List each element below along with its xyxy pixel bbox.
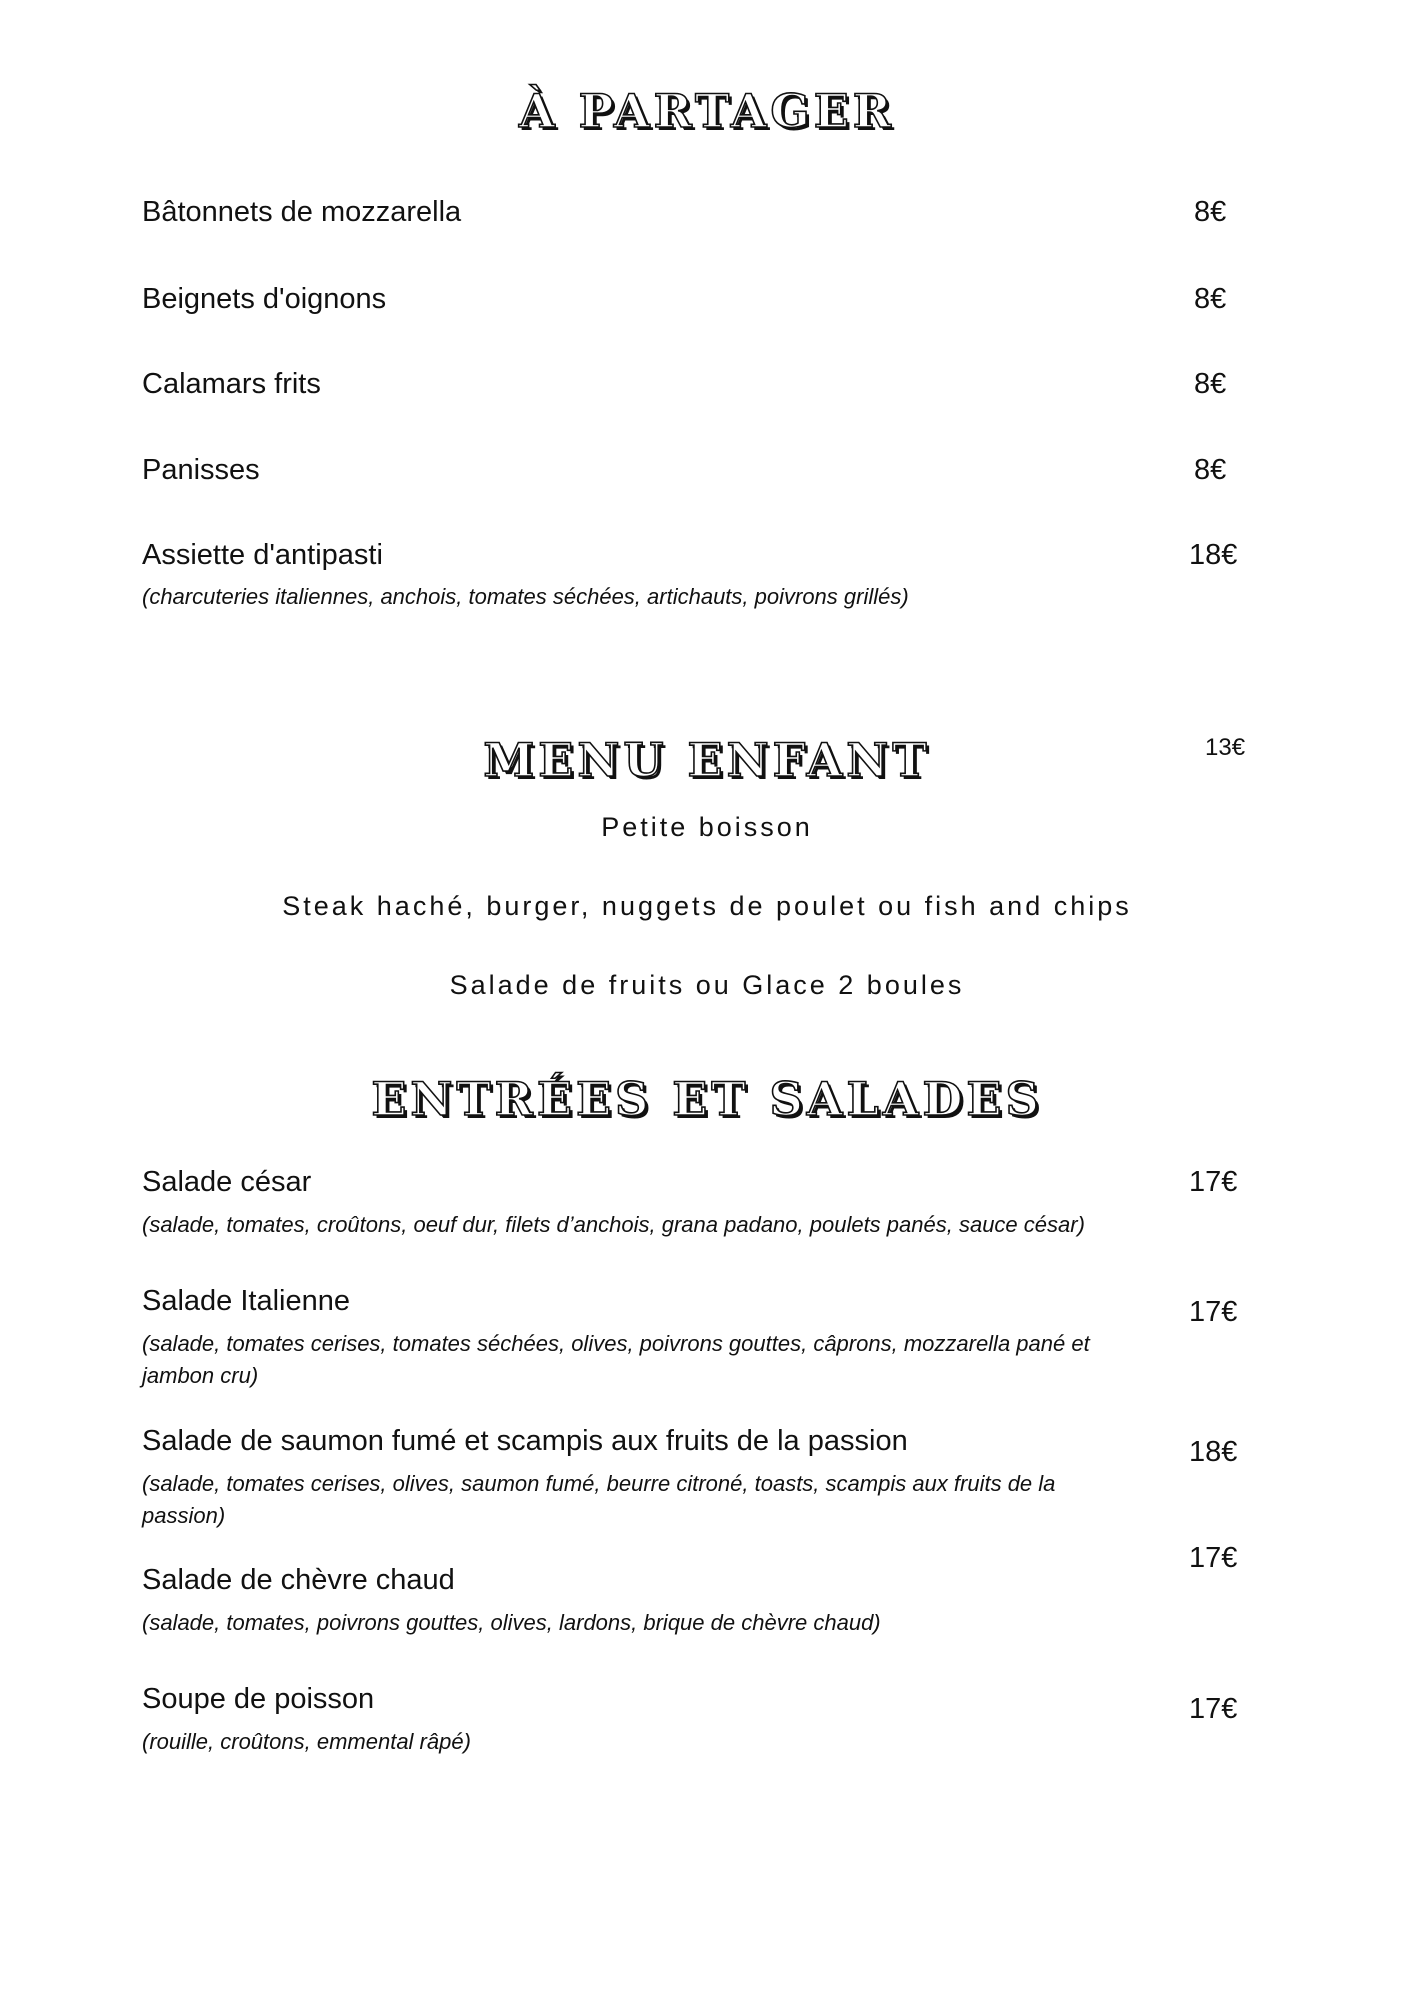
menu-item-name: Salade de saumon fumé et scampis aux fruits de la passion: [142, 1425, 908, 1457]
section-title-partager: À PARTAGER: [518, 84, 896, 138]
menu-item-name: Calamars frits: [142, 368, 321, 400]
menu-item-name: Bâtonnets de mozzarella: [142, 196, 462, 228]
menu-item-name: Salade Italienne: [142, 1285, 350, 1317]
kids-menu-line: Steak haché, burger, nuggets de poulet ou fish and chips: [282, 891, 1132, 921]
menu-item-name: Assiette d'antipasti: [142, 539, 383, 571]
menu-item-price: 18€: [1189, 1436, 1238, 1468]
menu-item-price: 8€: [1194, 454, 1227, 486]
menu-item-price: 17€: [1189, 1542, 1238, 1574]
menu-item-description: (charcuteries italiennes, anchois, tomates séchées, artichauts, poivrons grillés): [142, 584, 909, 609]
menu-item-description: (salade, tomates, poivrons gouttes, olives, lardons, brique de chèvre chaud): [142, 1610, 881, 1635]
menu-item-price: 8€: [1194, 283, 1227, 315]
menu-item-price: 17€: [1189, 1166, 1238, 1198]
menu-item-name: Panisses: [142, 454, 260, 486]
menu-item-price: 8€: [1194, 196, 1227, 228]
menu-item-description: (salade, tomates, croûtons, oeuf dur, filets d’anchois, grana padano, poulets panés, sauce césar): [142, 1212, 1085, 1237]
menu-item-name: Soupe de poisson: [142, 1683, 375, 1715]
menu-item-description: (salade, tomates cerises, olives, saumon fumé, beurre citroné, toasts, scampis aux fruits de la passion): [142, 1471, 1056, 1528]
menu-item-name: Beignets d'oignons: [142, 283, 387, 315]
section-title-enfant: MENU ENFANT: [483, 733, 931, 787]
menu-item-name: Salade césar: [142, 1166, 312, 1198]
menu-item-price: 18€: [1189, 539, 1238, 571]
menu-item-name: Salade de chèvre chaud: [142, 1564, 455, 1596]
menu-item-price: 17€: [1189, 1296, 1238, 1328]
menu-item-price: 17€: [1189, 1693, 1238, 1725]
menu-item-description: (salade, tomates cerises, tomates séchées, olives, poivrons gouttes, câprons, mozzarella pané et jambon cru): [142, 1331, 1090, 1388]
kids-menu-line: Petite boisson: [601, 812, 813, 842]
menu-item-price: 8€: [1194, 368, 1227, 400]
menu-item-description: (rouille, croûtons, emmental râpé): [142, 1729, 471, 1754]
section-title-entrees: ENTRÉES ET SALADES: [371, 1072, 1043, 1126]
kids-menu-price: 13€: [1205, 734, 1246, 761]
kids-menu-line: Salade de fruits ou Glace 2 boules: [449, 970, 965, 1000]
